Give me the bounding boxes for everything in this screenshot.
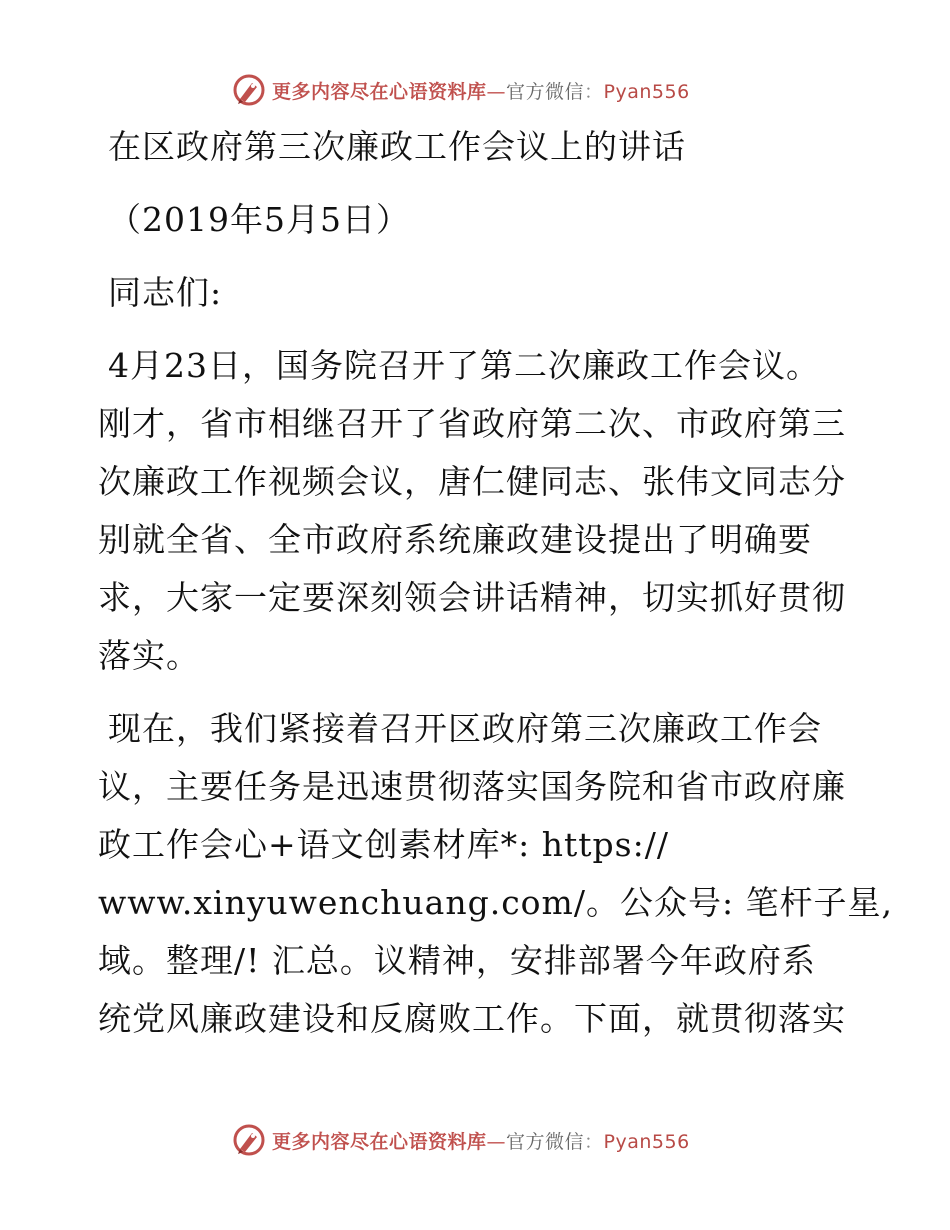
paragraph-line: www.xinyuwenchuang.com/。公众号: 笔杆子星,	[98, 883, 894, 922]
salutation: 同志们:	[108, 273, 223, 312]
header-banner	[232, 70, 712, 110]
document-body	[98, 118, 894, 1048]
banner-account: Pyan556	[603, 80, 690, 103]
banner-dash: —	[486, 1130, 507, 1153]
paragraph-line: 统党风廉政建设和反腐败工作。下面，就贯彻落实	[98, 999, 846, 1038]
paragraph-line: 政工作会心+语文创素材库*: https://	[98, 825, 669, 864]
paragraph-1	[98, 337, 854, 685]
banner-colon: ：	[584, 80, 604, 103]
paragraph-line: 刚才，省市相继召开了省政府第二次、市政府第三	[98, 404, 846, 443]
banner-colon: ：	[584, 1130, 604, 1153]
pen-logo-icon	[232, 73, 266, 107]
paragraph-line: 落实。	[98, 636, 200, 675]
banner-text	[272, 77, 690, 104]
banner-account: Pyan556	[603, 1130, 690, 1153]
document-date: （2019年5月5日）	[108, 200, 410, 239]
paragraph-line: 别就全省、全市政府系统廉政建设提出了明确要	[98, 520, 812, 559]
document-title: 在区政府第三次廉政工作会议上的讲话	[108, 127, 686, 166]
banner-text	[272, 1127, 690, 1154]
banner-part1: 更多内容尽在心语资料库	[272, 80, 487, 103]
paragraph-line: 现在，我们紧接着召开区政府第三次廉政工作会	[108, 709, 822, 748]
paragraph-line: 议，主要任务是迅速贯彻落实国务院和省市政府廉	[98, 767, 846, 806]
paragraph-line: 4月23日，国务院召开了第二次廉政工作会议。	[108, 346, 820, 385]
pen-logo-icon	[232, 1123, 266, 1157]
footer-banner	[232, 1120, 712, 1160]
paragraph-2	[98, 700, 894, 1048]
banner-dash: —	[486, 80, 507, 103]
banner-part2: 官方微信	[506, 80, 585, 103]
paragraph-line: 求，大家一定要深刻领会讲话精神，切实抓好贯彻	[98, 578, 846, 617]
banner-part1: 更多内容尽在心语资料库	[272, 1130, 487, 1153]
paragraph-line: 域。整理/! 汇总。议精神，安排部署今年政府系	[98, 941, 816, 980]
banner-part2: 官方微信	[506, 1130, 585, 1153]
paragraph-line: 次廉政工作视频会议，唐仁健同志、张伟文同志分	[98, 462, 846, 501]
